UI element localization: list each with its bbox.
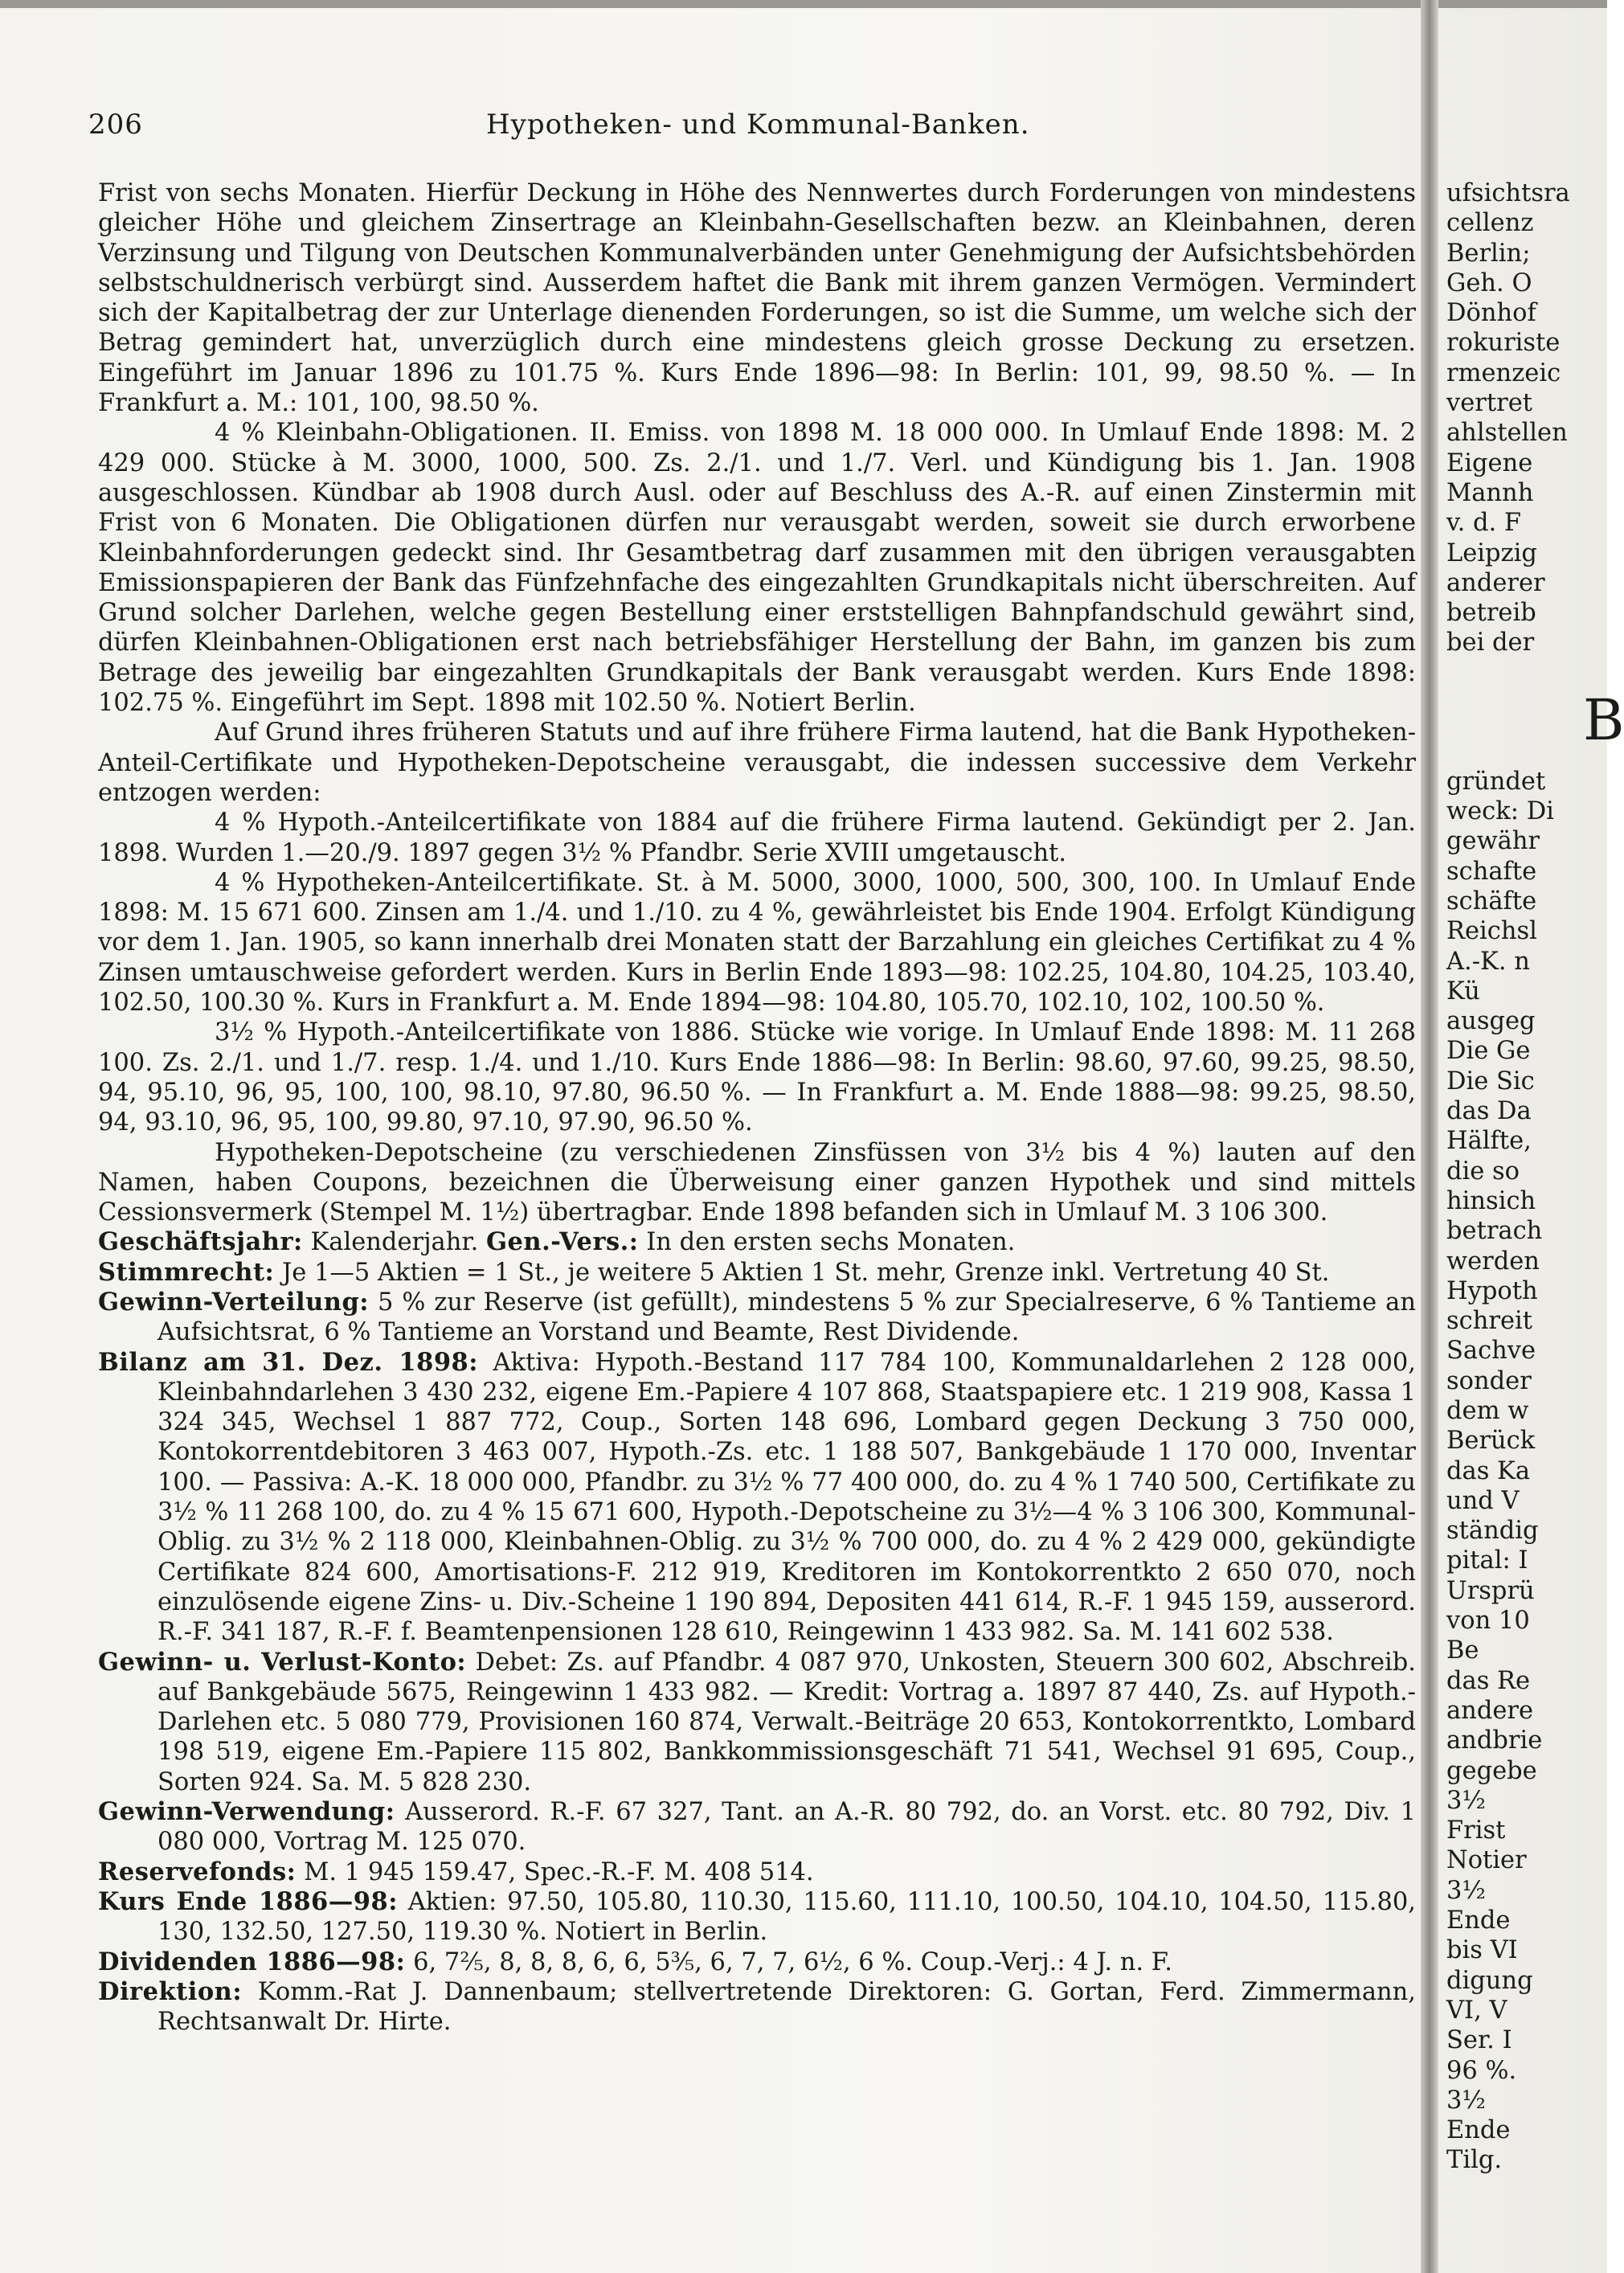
entry-dividenden — [98, 1947, 1416, 1977]
fragment-line: betrach — [1446, 1217, 1543, 1246]
fragment-line: betreib — [1446, 599, 1536, 628]
fragment-line: und V — [1446, 1486, 1520, 1515]
entry-text: Komm.-Rat J. Dannenbaum; stellvertretende Direktoren: G. Gortan, Ferd. Zimmermann, Rechtsanwalt Dr. Hirte. — [157, 1977, 1416, 2037]
fragment-line: Ende — [1446, 1906, 1511, 1935]
fragment-line: Leipzig — [1446, 539, 1537, 567]
entry-gewinn-verlust-konto — [98, 1647, 1416, 1797]
entry-label: Stimmrecht: — [98, 1257, 275, 1287]
fragment-line: sonder — [1446, 1366, 1532, 1395]
fragment-line: gewähr — [1446, 827, 1540, 856]
fragment-line: Ursprü — [1446, 1576, 1535, 1605]
fragment-line: andere — [1446, 1696, 1534, 1725]
fragment-line: 3½ — [1446, 1786, 1486, 1815]
fragment-line: anderer — [1446, 568, 1545, 597]
fragment-line: 96 %. — [1446, 2056, 1517, 2085]
fragment-line: vertret — [1446, 389, 1533, 418]
entry-direktion — [98, 1976, 1416, 2038]
page-number: 206 — [88, 109, 143, 141]
entry-text: M. 1 945 159.47, Spec.-R.-F. M. 408 514. — [296, 1857, 814, 1886]
fragment-line: schafte — [1446, 857, 1537, 886]
entry-text: In den ersten sechs Monaten. — [638, 1228, 1016, 1257]
page-header — [88, 109, 1414, 142]
entry-reservefonds — [98, 1857, 1416, 1887]
entry-label: Reservefonds: — [98, 1857, 297, 1886]
fragment-line: Dönhof — [1446, 299, 1536, 328]
fragment-line: Die Sic — [1446, 1067, 1535, 1096]
book-gutter — [1421, 0, 1438, 2273]
fragment-line: Berlin; — [1446, 239, 1531, 268]
fragment-line: schreit — [1446, 1307, 1533, 1336]
fragment-line: Geh. O — [1446, 268, 1532, 297]
paragraph: Hypotheken-Depotscheine (zu verschiedenen Zinsfüssen von 3½ bis 4 %) lauten auf den Namen, haben Coupons, bezeichnen die Überweisung einer ganzen Hypothek und sind mittels Cessionsvermerk (Stempel M. 1½) übertragbar. Ende 1898 befanden sich in Umlauf M. 3 106 300. — [98, 1138, 1416, 1227]
main-text-column — [98, 178, 1416, 2037]
fragment-line: Berück — [1446, 1427, 1536, 1456]
fragment-line: von 10 — [1446, 1607, 1530, 1636]
fragment-line: Die Ge — [1446, 1037, 1531, 1066]
fragment-line: Ser. I — [1446, 2026, 1512, 2055]
fragment-line: die so — [1446, 1157, 1520, 1186]
fragment-line: A.-K. n — [1446, 947, 1530, 976]
entry-label: Dividenden 1886—98: — [98, 1947, 406, 1976]
adjacent-page-fragment — [1446, 178, 1624, 2176]
entry-label: Gen.-Vers.: — [485, 1227, 639, 1257]
fragment-line: v. d. F — [1446, 509, 1522, 538]
scan-top-edge — [0, 0, 1607, 8]
entry-gewinn-verwendung — [98, 1797, 1416, 1857]
entry-label: Geschäftsjahr: — [98, 1227, 303, 1257]
fragment-line: gegebe — [1446, 1756, 1537, 1785]
entry-label: Kurs Ende 1886—98: — [98, 1886, 398, 1916]
fragment-line: VI, V — [1446, 1996, 1507, 2025]
entry-bilanz — [98, 1347, 1416, 1648]
fragment-line: Reichsl — [1446, 917, 1537, 946]
fragment-line: bis VI — [1446, 1936, 1518, 1965]
entry-text: Aktiva: Hypoth.-Bestand 117 784 100, Kommunaldarlehen 2 128 000, Kleinbahndarlehen 3 430 232, eigene Em.-Papiere 4 107 868, Staatspapiere etc. 1 219 908, Kassa 1 324 345, Wechsel 1 887 772, Coup., Sorten 148 696, Lombard gegen Deckung 3 750 000, Kontokorrentdebitoren 3 463 007, Hypoth.-Zs. etc. 1 188 507, Bankgebäude 1 170 000, Inventar 100. — Passiva: A.-K. 18 000 000, Pfandbr. zu 3½ % 77 400 000, do. zu 4 % 1 740 500, Certifikate zu 3½ % 11 268 100, do. zu 4 % 15 671 600, Hypoth.-Depotscheine zu 3½—4 % 3 106 300, Kommunal-Oblig. zu 3½ % 2 118 000, Kleinbahnen-Oblig. zu 3½ % 700 000, do. zu 4 % 2 429 000, gekündigte Certifikate 824 600, Amortisations-F. 212 919, Kreditoren im Kontokorrentkto 2 650 070, noch einzulösende eigene Zins- u. Div.-Scheine 1 190 894, Depositen 441 614, R.-F. 1 945 159, ausserord. R.-F. 341 187, R.-F. f. Beamtenpensionen 128 610, Reingewinn 1 433 982. Sa. M. 141 602 538. — [157, 1348, 1416, 1647]
fragment-line: digung — [1446, 1966, 1533, 1995]
entry-text: Debet: Zs. auf Pfandbr. 4 087 970, Unkosten, Steuern 300 602, Abschreib. auf Bankgebäude 5675, Reingewinn 1 433 982. — Kredit: Vortrag a. 1897 87 440, Zs. auf Hypoth.-Darlehen etc. 5 080 779, Provisionen 160 874, Verwalt.-Beiträge 20 653, Kontokorrentkto, Lombard 198 519, eigene Em.-Papiere 115 802, Bankkommissionsgeschäft 71 541, Wechsel 91 695, Coup., Sorten 924. Sa. M. 5 828 230. — [157, 1648, 1416, 1796]
fragment-line: Mannh — [1446, 478, 1534, 507]
fragment-line: cellenz — [1446, 209, 1534, 238]
fragment-line: Be — [1446, 1636, 1479, 1665]
entry-geschaeftsjahr — [98, 1227, 1416, 1257]
fragment-line: ahlstellen — [1446, 419, 1568, 448]
fragment-line: hinsich — [1446, 1186, 1536, 1215]
entry-text: 5 % zur Reserve (ist gefüllt), mindestens 5 % zur Specialreserve, 6 % Tantieme an Aufsichtsrat, 6 % Tantieme an Vorstand und Beamte, Rest Dividende. — [157, 1288, 1416, 1347]
entry-text: 6, 7⅖, 8, 8, 8, 6, 6, 5⅗, 6, 7, 7, 6½, 6 %. Coup.-Verj.: 4 J. n. F. — [405, 1947, 1172, 1976]
fragment-line: das Re — [1446, 1666, 1531, 1695]
paragraph: Frist von sechs Monaten. Hierfür Deckung in Höhe des Nennwertes durch Forderungen von mindestens gleicher Höhe und gleichem Zinsertrage an Kleinbahn-Gesellschaften bezw. an Kleinbahnen, deren Verzinsung und Tilgung von Deutschen Kommunalverbänden unter Genehmigung der Aufsichtsbehörden selbstschuldnerisch verbürgt sind. Ausserdem haftet die Bank mit ihrem ganzen Vermögen. Vermindert sich der Kapitalbetrag der zur Unterlage dienenden Forderungen, so ist die Summe, um welche sich der Betrag gemindert hat, unverzüglich durch eine mindestens gleich grosse Deckung zu ersetzen. Eingeführt im Januar 1896 zu 101.75 %. Kurs Ende 1896—98: In Berlin: 101, 99, 98.50 %. — In Frankfurt a. M.: 101, 100, 98.50 %. — [98, 179, 1416, 418]
entry-text: Kalenderjahr. — [302, 1228, 486, 1257]
entry-stimmrecht — [98, 1257, 1416, 1288]
fragment-line: Notier — [1446, 1846, 1527, 1875]
entry-text: Ausserord. R.-F. 67 327, Tant. an A.-R. 80 792, do. an Vorst. etc. 80 792, Div. 1 080 000, Vortrag M. 125 070. — [157, 1798, 1416, 1857]
entry-label: Direktion: — [98, 1976, 243, 2006]
fragment-line: rmenzeic — [1446, 358, 1561, 387]
fragment-line: Hälfte, — [1446, 1127, 1532, 1156]
fragment-line: pital: I — [1446, 1546, 1528, 1575]
paragraph: Auf Grund ihres früheren Statuts und auf ihre frühere Firma lautend, hat die Bank Hypotheken-Anteil-Certifikate und Hypotheken-Depotscheine verausgabt, die indessen successive dem Verkehr entzogen werden: — [98, 719, 1416, 807]
fragment-line: ausgeg — [1446, 1007, 1536, 1036]
entry-label: Gewinn-Verteilung: — [98, 1287, 370, 1317]
fragment-line: werden — [1446, 1247, 1540, 1276]
fragment-line: Kü — [1446, 977, 1480, 1005]
fragment-line: gründet — [1446, 767, 1546, 796]
fragment-line: rokuriste — [1446, 329, 1561, 358]
entry-kurs — [98, 1886, 1416, 1947]
running-title: Hypotheken- und Kommunal-Banken. — [486, 109, 1030, 141]
fragment-line: Sachve — [1446, 1337, 1536, 1366]
fragment-heading-letter: B — [1583, 686, 1624, 753]
fragment-line: das Ka — [1446, 1456, 1531, 1485]
fragment-line: dem w — [1446, 1396, 1529, 1425]
paragraph: 4 % Kleinbahn-Obligationen. II. Emiss. von 1898 M. 18 000 000. In Umlauf Ende 1898: M. 2 429 000. Stücke à M. 3000, 1000, 500. Zs. 2./1. und 1./7. Verl. und Kündigung bis 1. Jan. 1908 ausgeschlossen. Kündbar ab 1908 durch Ausl. oder auf Beschluss des A.-R. auf einen Zinstermin mit Frist von 6 Monaten. Die Obligationen dürfen nur verausgabt werden, soweit sie durch erworbene Kleinbahnforderungen gedeckt sind. Ihr Gesamtbetrag darf zusammen mit den übrigen verausgabten Emissionspapieren der Bank das Fünfzehnfache des eingezahlten Grundkapitals nicht überschreiten. Auf Grund solcher Darlehen, welche gegen Bestellung einer erststelligen Bahnpfandschuld gewährt sind, dürfen Kleinbahnen-Obligationen erst nach betriebsfähiger Herstellung der Bahn, im ganzen bis zum Betrage des jeweilig bar eingezahlten Grundkapitals der Bank verausgabt werden. Kurs Ende 1898: 102.75 %. Eingeführt im Sept. 1898 mit 102.50 %. Notiert Berlin. — [98, 419, 1416, 718]
fragment-line: weck: Di — [1446, 797, 1554, 826]
fragment-line: ständig — [1446, 1517, 1539, 1546]
fragment-line: Tilg. — [1446, 2146, 1503, 2175]
entry-text: Je 1—5 Aktien = 1 St., je weitere 5 Aktien 1 St. mehr, Grenze inkl. Vertretung 40 St. — [274, 1258, 1330, 1287]
fragment-line: das Da — [1446, 1097, 1532, 1126]
entry-gewinn-verteilung — [98, 1287, 1416, 1348]
entry-label: Gewinn-Verwendung: — [98, 1797, 395, 1827]
entry-label: Gewinn- u. Verlust-Konto: — [98, 1647, 467, 1677]
fragment-line: bei der — [1446, 629, 1535, 657]
fragment-line: Ende — [1446, 2116, 1511, 2145]
fragment-line: andbrie — [1446, 1726, 1543, 1755]
paragraph: 4 % Hypoth.-Anteilcertifikate von 1884 auf die frühere Firma lautend. Gekündigt per 2. Jan. 1898. Wurden 1.—20./9. 1897 gegen 3½ % Pfandbr. Serie XVIII umgetauscht. — [98, 809, 1416, 867]
entry-text: Aktien: 97.50, 105.80, 110.30, 115.60, 111.10, 100.50, 104.10, 104.50, 115.80, 130, 132.50, 127.50, 119.30 %. Notiert in Berlin. — [157, 1887, 1416, 1947]
fragment-line: 3½ — [1446, 2086, 1486, 2115]
fragment-line: 3½ — [1446, 1876, 1486, 1905]
entry-label: Bilanz am 31. Dez. 1898: — [98, 1347, 479, 1377]
fragment-line: Hypoth — [1446, 1276, 1538, 1305]
fragment-line: Eigene — [1446, 448, 1533, 477]
paragraph: 4 % Hypotheken-Anteilcertifikate. St. à M. 5000, 3000, 1000, 500, 300, 100. In Umlauf Ende 1898: M. 15 671 600. Zinsen am 1./4. und 1./10. zu 4 %, gewährleistet bis Ende 1904. Erfolgt Kündigung vor dem 1. Jan. 1905, so kann innerhalb drei Monaten statt der Barzahlung ein gleiches Certifikat zu 4 % Zinsen umtauschweise gefordert werden. Kurs in Berlin Ende 1893—98: 102.25, 104.80, 104.25, 103.40, 102.50, 100.30 %. Kurs in Frankfurt a. M. Ende 1894—98: 104.80, 105.70, 102.10, 102, 100.50 %. — [98, 868, 1416, 1018]
fragment-line: Frist — [1446, 1816, 1506, 1845]
fragment-line: ufsichtsra — [1446, 179, 1570, 207]
fragment-line: schäfte — [1446, 887, 1537, 915]
paragraph: 3½ % Hypoth.-Anteilcertifikate von 1886. Stücke wie vorige. In Umlauf Ende 1898: M. 11 268 100. Zs. 2./1. und 1./7. resp. 1./4. und 1./10. Kurs Ende 1886—98: In Berlin: 98.60, 97.60, 99.25, 98.50, 94, 95.10, 96, 95, 100, 100, 98.10, 97.80, 96.50 %. — In Frankfurt a. M. Ende 1888—98: 99.25, 98.50, 94, 93.10, 96, 95, 100, 99.80, 97.10, 97.90, 96.50 %. — [98, 1018, 1416, 1137]
